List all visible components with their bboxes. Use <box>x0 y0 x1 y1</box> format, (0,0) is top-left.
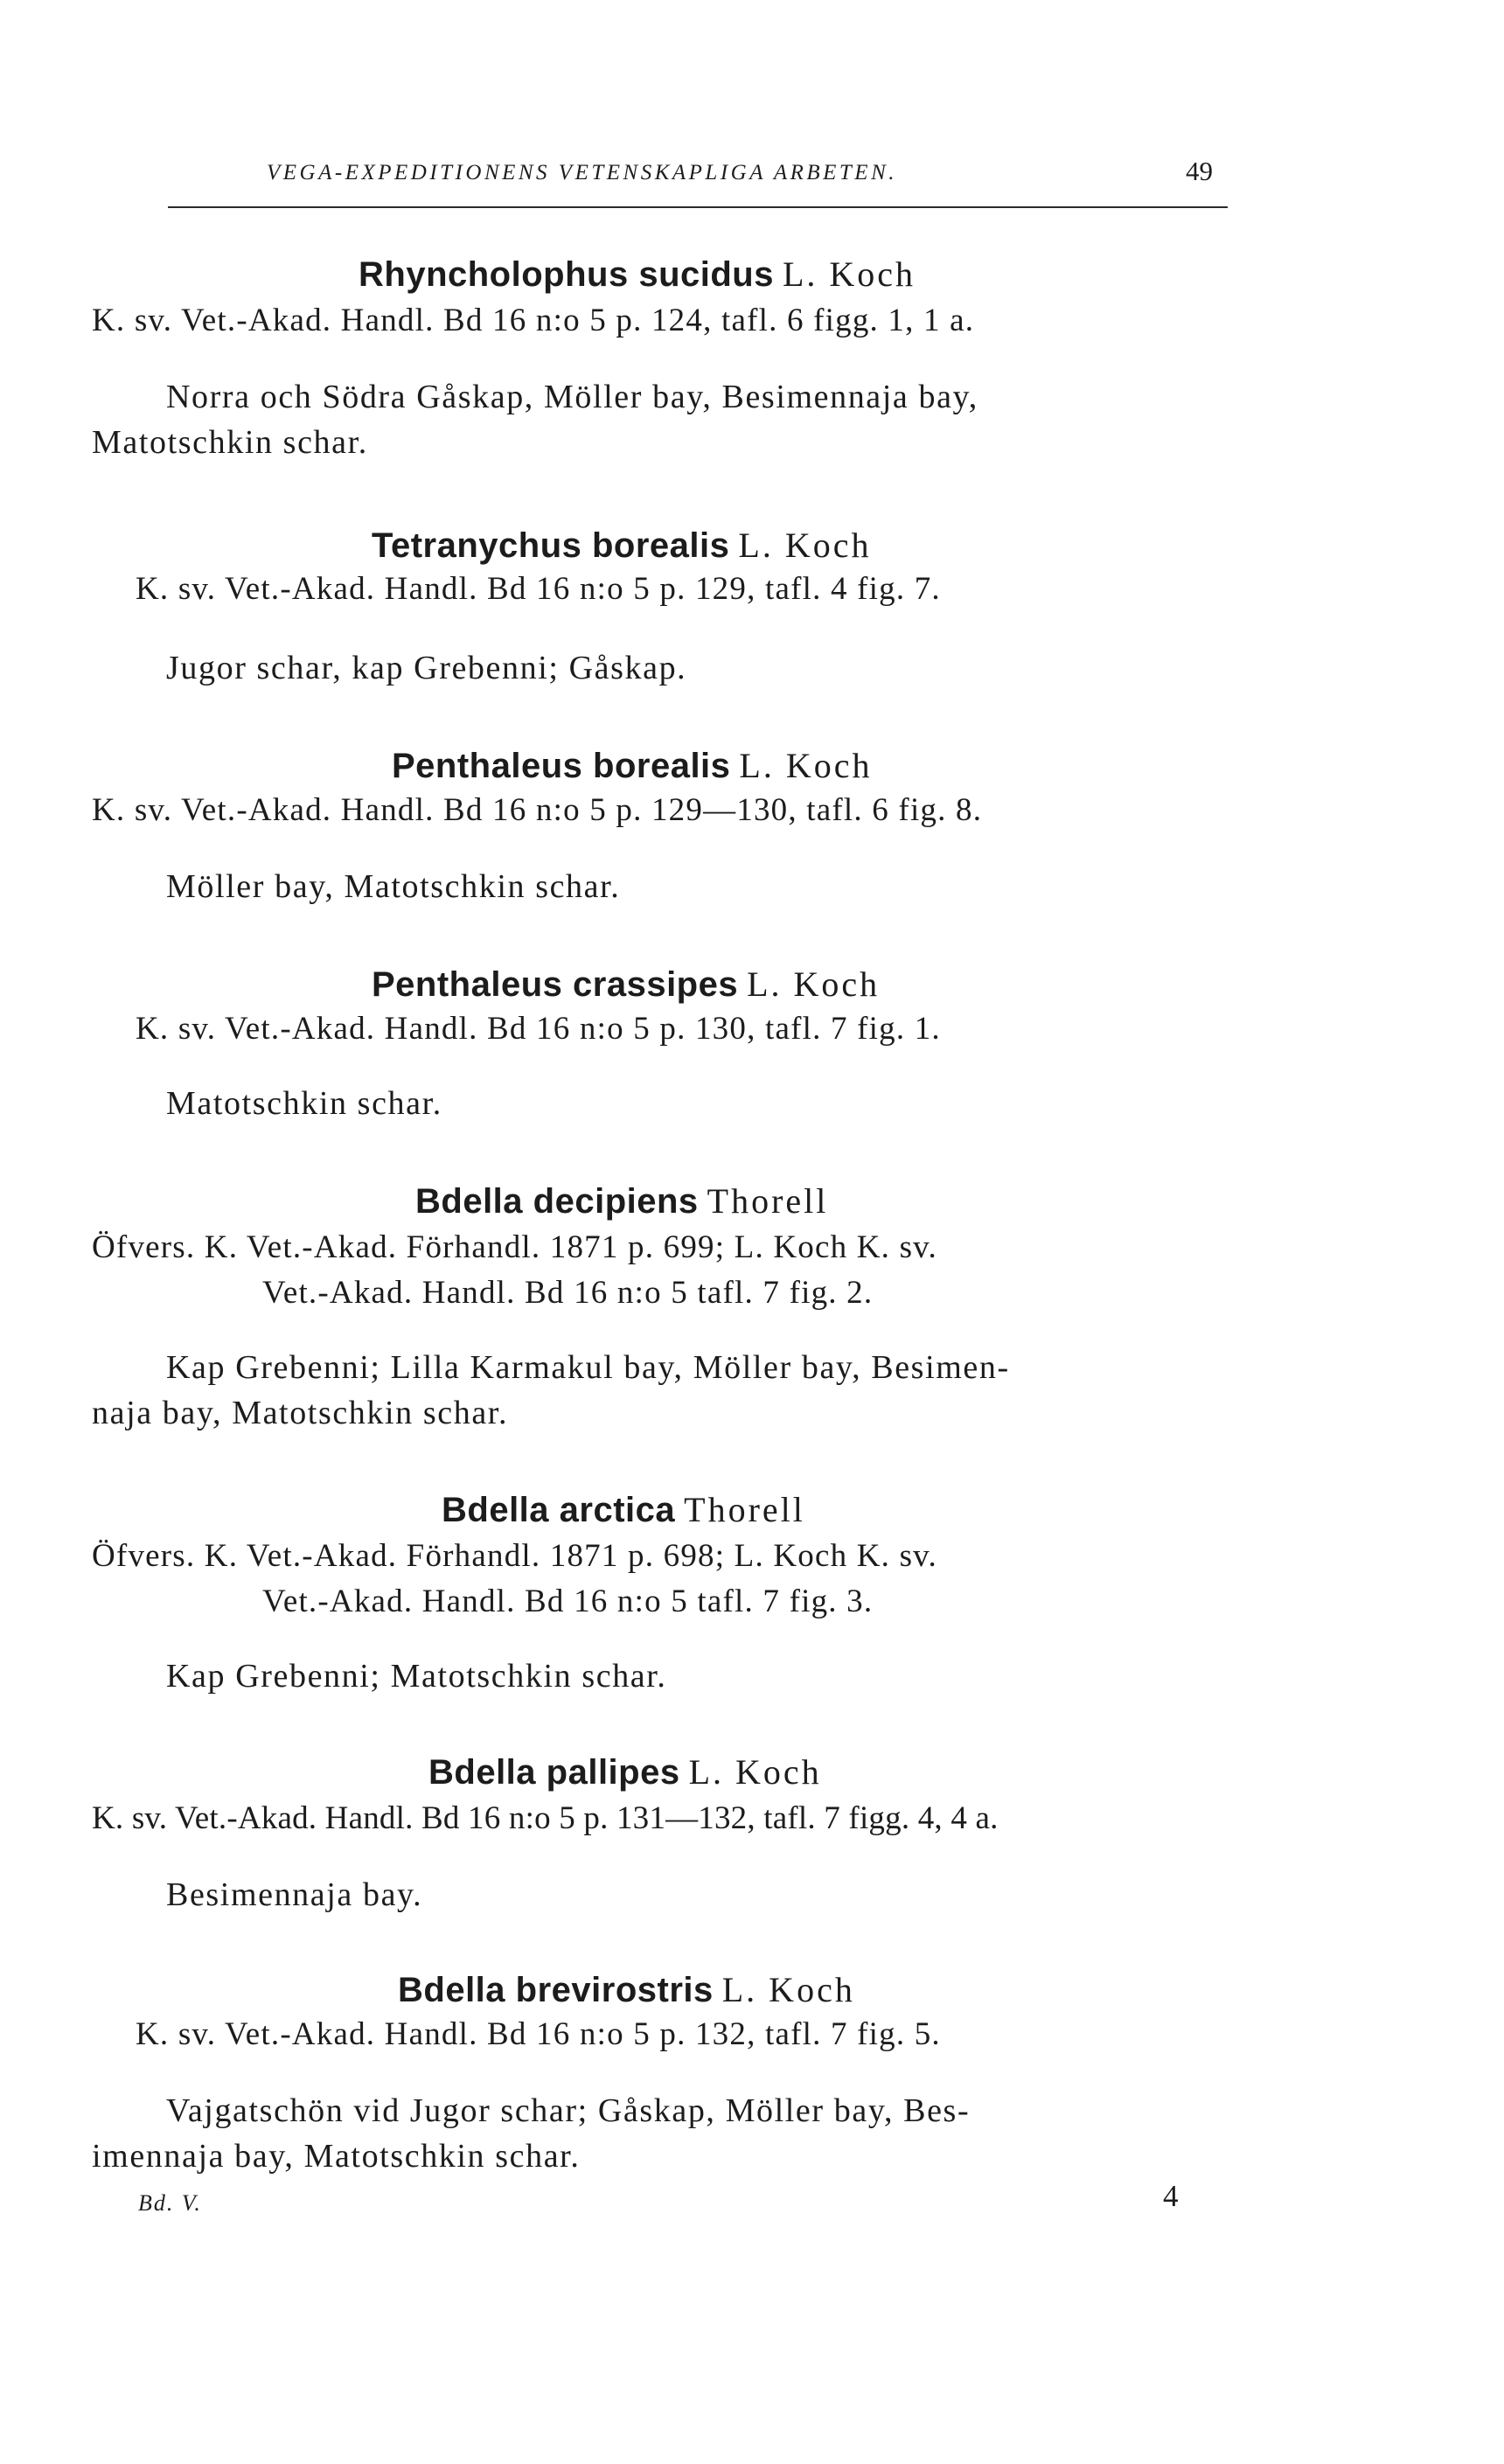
species-name: Penthaleus borealis <box>392 747 731 785</box>
species-author: Thorell <box>707 1181 829 1221</box>
signature-mark: 4 <box>1163 2179 1179 2213</box>
reference-line: Vet.-Akad. Handl. Bd 16 n:o 5 tafl. 7 fig. 3. <box>262 1584 874 1619</box>
species-name: Bdella brevirostris <box>398 1971 714 2009</box>
locality-line: Möller bay, Matotschkin schar. <box>166 868 621 905</box>
species-heading <box>442 1489 805 1530</box>
species-heading <box>359 254 916 295</box>
header-rule <box>168 206 1228 208</box>
reference-line: K. sv. Vet.-Akad. Handl. Bd 16 n:o 5 p. 129, tafl. 4 fig. 7. <box>136 571 941 607</box>
locality-line: Matotschkin schar. <box>92 424 368 461</box>
species-author: L. Koch <box>738 526 872 565</box>
page-number: 49 <box>1186 156 1213 186</box>
species-heading <box>372 964 880 1005</box>
species-author: L. Koch <box>739 746 873 785</box>
running-title: VEGA-EXPEDITIONENS VETENSKAPLIGA ARBETEN. <box>267 161 898 184</box>
species-name: Bdella arctica <box>442 1491 676 1529</box>
locality-line: Vajgatschön vid Jugor schar; Gåskap, Möller bay, Bes- <box>166 2092 971 2129</box>
species-name: Rhyncholophus sucidus <box>359 255 774 294</box>
reference-line: K. sv. Vet.-Akad. Handl. Bd 16 n:o 5 p. 131—132, tafl. 7 figg. 4, 4 a. <box>92 1800 999 1836</box>
species-name: Bdella pallipes <box>428 1753 680 1792</box>
locality-line: Jugor schar, kap Grebenni; Gåskap. <box>166 650 687 686</box>
species-author: L. Koch <box>721 1970 855 2009</box>
locality-line: naja bay, Matotschkin schar. <box>92 1395 509 1431</box>
species-heading <box>372 525 871 566</box>
reference-line: K. sv. Vet.-Akad. Handl. Bd 16 n:o 5 p. 130, tafl. 7 fig. 1. <box>136 1011 941 1047</box>
locality-line: Matotschkin schar. <box>166 1085 442 1122</box>
species-name: Tetranychus borealis <box>372 526 730 565</box>
locality-line: Norra och Södra Gåskap, Möller bay, Besimennaja bay, <box>166 379 978 415</box>
species-name: Penthaleus crassipes <box>372 965 739 1004</box>
species-author: L. Koch <box>782 254 916 294</box>
reference-line: Öfvers. K. Vet.-Akad. Förhandl. 1871 p. 699; L. Koch K. sv. <box>92 1229 937 1265</box>
species-name: Bdella decipiens <box>415 1182 699 1221</box>
species-author: Thorell <box>684 1490 805 1529</box>
locality-line: Besimennaja bay. <box>166 1876 423 1913</box>
reference-line: K. sv. Vet.-Akad. Handl. Bd 16 n:o 5 p. 132, tafl. 7 fig. 5. <box>136 2016 941 2052</box>
species-heading <box>398 1969 855 2010</box>
species-author: L. Koch <box>747 964 881 1004</box>
reference-line: Öfvers. K. Vet.-Akad. Förhandl. 1871 p. 698; L. Koch K. sv. <box>92 1538 937 1574</box>
reference-line: K. sv. Vet.-Akad. Handl. Bd 16 n:o 5 p. 129—130, tafl. 6 fig. 8. <box>92 792 983 828</box>
locality-line: imennaja bay, Matotschkin schar. <box>92 2138 581 2175</box>
locality-line: Kap Grebenni; Matotschkin schar. <box>166 1658 667 1695</box>
species-author: L. Koch <box>688 1752 822 1792</box>
reference-line: Vet.-Akad. Handl. Bd 16 n:o 5 tafl. 7 fig. 2. <box>262 1275 874 1311</box>
reference-line: K. sv. Vet.-Akad. Handl. Bd 16 n:o 5 p. 124, tafl. 6 figg. 1, 1 a. <box>92 303 975 338</box>
species-heading <box>428 1751 822 1792</box>
locality-line: Kap Grebenni; Lilla Karmakul bay, Möller bay, Besimen- <box>166 1349 1010 1386</box>
species-heading <box>392 745 873 786</box>
species-heading <box>415 1180 828 1222</box>
volume-mark: Bd. V. <box>138 2190 202 2216</box>
